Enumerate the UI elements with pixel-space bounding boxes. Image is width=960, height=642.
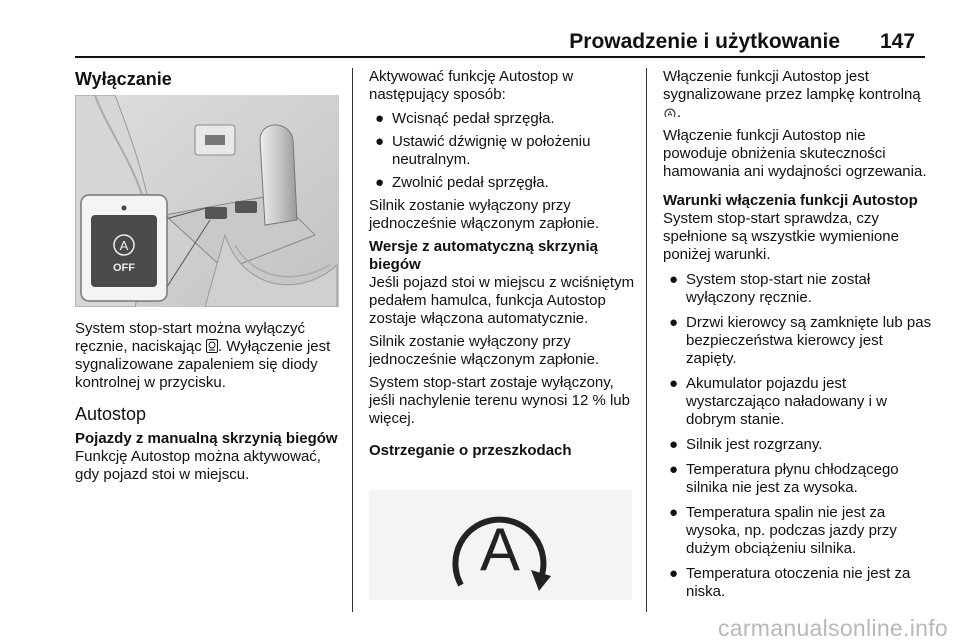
page-header-title: Prowadzenie i użytkowanie	[569, 30, 840, 53]
paragraph: Jeśli pojazd stoi w miejscu z wciśniętym pedałem hamulca, funkcja Autostop zostaje włączona automatycznie.	[369, 274, 635, 327]
list-item: ● Zwolnić pedał sprzęgła.	[375, 174, 549, 191]
paragraph: Aktywować funkcję Autostop w następujący sposób:	[369, 68, 574, 103]
autostop-off-button-icon	[206, 339, 218, 353]
column-divider	[646, 68, 647, 612]
autostop-indicator-illustration	[369, 490, 632, 600]
autostop-a-icon: A	[479, 516, 521, 583]
list-item: ● Temperatura spalin nie jest za wysoka, np. podczas jazdy przy dużym obciążeniu silnika.	[669, 504, 897, 557]
paragraph: System stop-start zostaje wyłączony, jeśli nachylenie terenu wynosi 12 % lub więcej.	[369, 374, 630, 427]
watermark: carmanualsonline.info	[717, 615, 948, 641]
column-3	[663, 68, 933, 601]
section-heading-autostop: Autostop	[75, 404, 147, 424]
autostop-indicator-icon	[663, 107, 677, 119]
list-item: ● Temperatura płynu chłodzącego silnika nie jest za wysoka.	[669, 461, 899, 496]
off-button-label: OFF	[113, 262, 135, 274]
list-item: ● Drzwi kierowcy są zamknięte lub pas bezpieczeństwa kierowcy jest zapięty.	[669, 314, 932, 367]
header-rule	[75, 56, 925, 58]
column-1-text	[75, 320, 345, 489]
list-item: ● Silnik jest rozgrzany.	[669, 436, 823, 453]
list-item: ● Ustawić dźwignię w położeniu neutralnym.	[375, 133, 591, 168]
column-2	[369, 68, 639, 460]
list-item: ● Akumulator pojazdu jest wystarczająco naładowany i w dobrym stanie.	[669, 375, 887, 428]
subheading-manual: Pojazdy z manualną skrzynią biegów	[75, 430, 338, 447]
paragraph: Silnik zostanie wyłączony przy jednocześnie włączonym zapłonie.	[369, 197, 600, 232]
svg-text:A: A	[667, 111, 673, 118]
list-item: ● Wcisnąć pedał sprzęgła.	[375, 110, 555, 127]
paragraph: Silnik zostanie wyłączony przy jednocześnie włączonym zapłonie.	[369, 333, 600, 368]
section-heading-wylaczanie: Wyłączanie	[75, 69, 172, 89]
gearshift-illustration	[75, 95, 339, 307]
subheading-conditions: Warunki włączenia funkcji Autostop	[663, 192, 918, 209]
paragraph: Funkcję Autostop można aktywować, gdy pojazd stoi w miejscu.	[75, 448, 321, 483]
column-divider	[352, 68, 353, 612]
paragraph: System stop-start sprawdza, czy spełnione są wszystkie wymienione poniżej warunki.	[663, 210, 899, 263]
subheading-automatic: Wersje z automatyczną skrzynią biegów	[369, 238, 598, 273]
paragraph: Włączenie funkcji Autostop jest sygnalizowane przez lampkę kontrolną A .	[663, 68, 921, 121]
list-item: ● Temperatura otoczenia nie jest za niska.	[669, 565, 911, 600]
svg-text:A: A	[119, 238, 129, 253]
column-1	[75, 68, 345, 90]
subheading-warning: Ostrzeganie o przeszkodach	[369, 442, 572, 459]
paragraph: System stop-start można wyłączyć ręcznie, naciskając . Wyłączenie jest sygnalizowane zapaleniem się diody kontrolnej w przycisku.	[75, 320, 331, 391]
paragraph: Włączenie funkcji Autostop nie powoduje obniżenia skuteczności hamowania ani wydajności ogrzewania.	[663, 127, 927, 180]
page-number: 147	[880, 30, 916, 53]
list-item: ● System stop-start nie został wyłączony ręcznie.	[669, 271, 871, 306]
